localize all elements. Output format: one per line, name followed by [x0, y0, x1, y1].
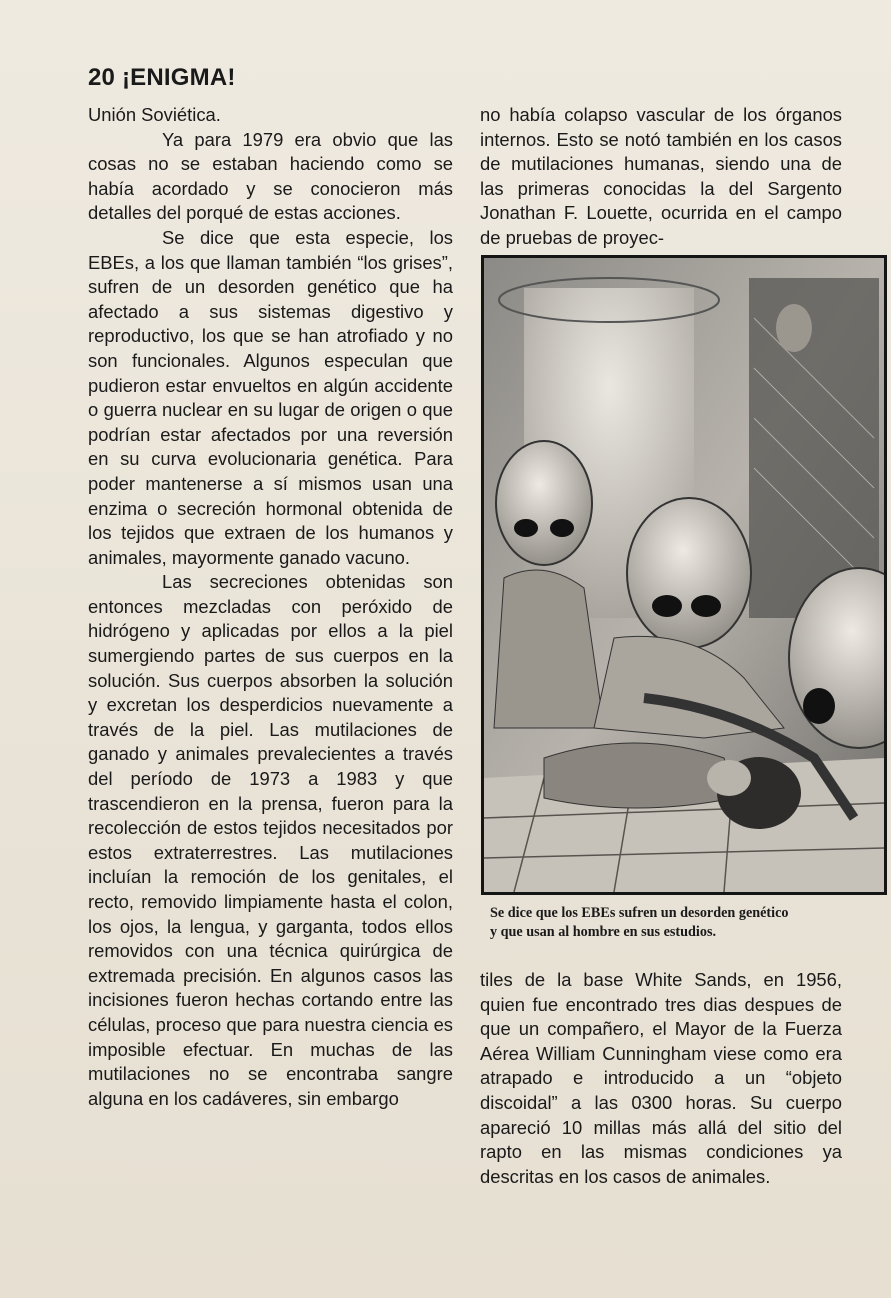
page-header: 20 ¡ENIGMA! [88, 64, 236, 91]
illustration-figure [481, 255, 887, 895]
figure-caption [490, 904, 880, 942]
caption-line: y que usan al hombre en sus estudios. [490, 924, 717, 940]
right-column-top [480, 103, 842, 251]
paragraph: Se dice que esta especie, los EBEs, a los que llaman también “los grises”, sufren de un desorden genético que ha afectado a sus sistemas digestivo y reproductivo, los que se han atrofiado y no son funcionales. Algunos especulan que pudieron estar envueltos en algún accidente o guerra nuclear en su lugar de origen o que podrían estar afectados por una reversión en su curva evolucionaria genética. Para poder mantenerse a sí mismos usan una enzima o secreción hormonal obtenida de los tejidos que extraen de los humanos y animales, mayormente ganado vacuno. [88, 226, 453, 568]
caption-line: Se dice que los EBEs sufren un desorden genético [490, 905, 789, 921]
left-column [88, 103, 453, 1111]
paragraph: tiles de la base White Sands, en 1956, quien fue encontrado tres dias despues de que un compañero, el Mayor de la Fuerza Aérea William Cunningham viese como era atrapado e introducido a un “objeto discoidal” a las 0300 horas. Su cuerpo apareció 10 millas más allá del sitio del rapto en las mismas condiciones ya descritas en los casos de animales. [480, 969, 842, 1187]
paragraph: Ya para 1979 era obvio que las cosas no se estaban haciendo como se había acordado y se conocieron más detalles del porqué de estas acciones. [88, 128, 453, 224]
paragraph: no había colapso vascular de los órganos internos. Esto se notó también en los casos de mutilaciones humanas, siendo una de las primeras conocidas la del Sargento Jonathan F. Louette, ocurrida en el campo de pruebas de proyec- [480, 104, 842, 248]
paragraph: Las secreciones obtenidas son entonces mezcladas con peróxido de hidrógeno y aplicadas por ellos a la piel sumergiendo partes de sus cuerpos en la solución. Sus cuerpos absorben la solución y excretan los desperdicios nuevamente a través de la piel. Las mutilaciones de ganado y animales prevalecientes a través del período de 1973 a 1983 y que trascendieron en la prensa, fueron para la recolección de estos tejidos necesitados por estos extraterrestres. Las mutilaciones incluían la remoción de los genitales, el recto, removido limpiamente hasta el colon, los ojos, la lengua, y garganta, todos ellos removidos con una técnica quirúrgica de extremada precisión. En algunos casos las incisiones fueron hechas cortando entre las células, proceso que para nuestra ciencia es imposible efectuar. En muchas de las mutilaciones no se encontraba sangre alguna en los cadáveres, sin embargo [88, 571, 453, 1109]
right-column-bottom [480, 968, 842, 1189]
paragraph: Unión Soviética. [88, 104, 221, 125]
alien-illustration [484, 258, 884, 892]
